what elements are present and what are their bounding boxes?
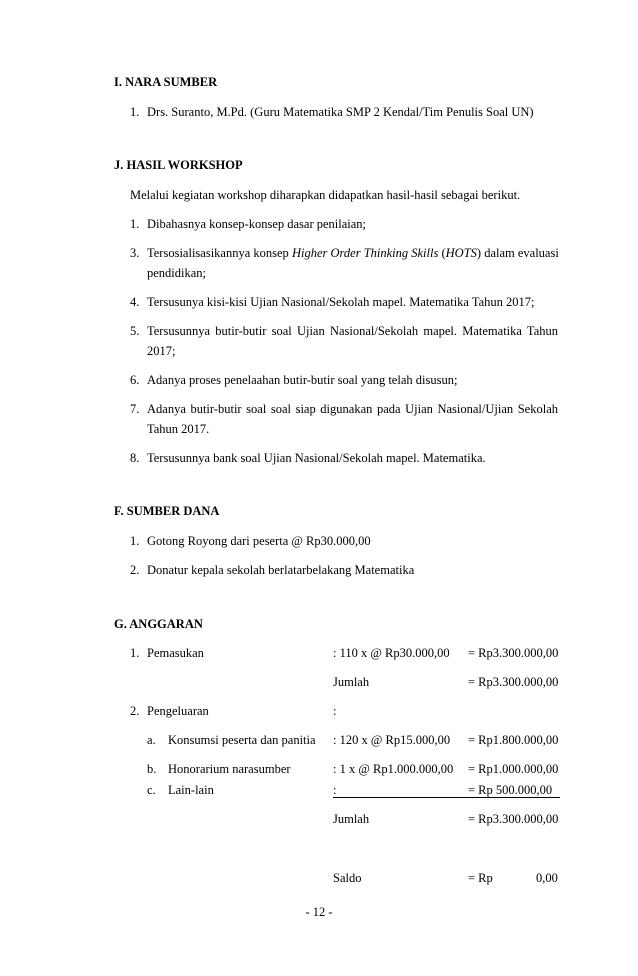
list-number: 2.	[130, 563, 140, 577]
budget-label: Honorarium narasumber	[168, 762, 291, 776]
budget-total-amount: = Rp3.300.000,00	[468, 675, 559, 689]
list-item-continuation: pendidikan;	[147, 266, 207, 280]
list-item: Tersusunya kisi-kisi Ujian Nasional/Sekolah mapel. Matematika Tahun 2017;	[147, 295, 535, 309]
list-number: 1.	[130, 105, 140, 119]
section-j-intro: Melalui kegiatan workshop diharapkan didapatkan hasil-hasil sebagai berikut.	[130, 188, 521, 202]
budget-label: Pengeluaran	[147, 704, 209, 718]
list-item: Gotong Royong dari peserta @ Rp30.000,00	[147, 534, 371, 548]
list-number: 1.	[130, 646, 140, 660]
list-number: 3.	[130, 246, 140, 260]
section-j-heading: J. HASIL WORKSHOP	[114, 158, 243, 172]
budget-calc: : 110 x @ Rp30.000,00	[333, 646, 450, 660]
list-item: Adanya butir-butir soal soal siap digunakan pada Ujian Nasional/Ujian Sekolah	[147, 402, 558, 416]
list-number: 5.	[130, 324, 140, 338]
budget-total-label: Jumlah	[333, 812, 370, 826]
section-f-heading: F. SUMBER DANA	[114, 504, 220, 518]
budget-calc: :	[333, 783, 337, 797]
list-item-continuation: 2017;	[147, 344, 176, 358]
budget-amount: = Rp1.800.000,00	[468, 733, 559, 747]
list-number: 7.	[130, 402, 140, 416]
sub-item-letter: c.	[147, 783, 156, 797]
list-item-text: (	[438, 246, 446, 260]
budget-calc: :	[333, 704, 337, 718]
list-item-text: Tersosialisasikannya konsep	[147, 246, 292, 260]
page-number: - 12 -	[305, 905, 333, 919]
saldo-prefix: = Rp	[468, 871, 493, 885]
list-number: 2.	[130, 704, 140, 718]
saldo-value: 0,00	[536, 871, 558, 885]
budget-amount: = Rp1.000.000,00	[468, 762, 559, 776]
list-number: 1.	[130, 534, 140, 548]
budget-calc: : 120 x @ Rp15.000,00	[333, 733, 451, 747]
emphasis-text: Higher Order Thinking Skills	[291, 246, 439, 260]
list-item	[147, 245, 558, 261]
budget-calc: : 1 x @ Rp1.000.000,00	[333, 762, 454, 776]
list-number: 1.	[130, 217, 140, 231]
budget-label: Konsumsi peserta dan panitia	[168, 733, 316, 747]
emphasis-text: HOTS	[445, 246, 477, 260]
list-number: 8.	[130, 451, 140, 465]
budget-total-amount: = Rp3.300.000,00	[468, 812, 559, 826]
budget-label: Lain-lain	[168, 783, 214, 797]
list-number: 6.	[130, 373, 140, 387]
budget-total-label: Jumlah	[333, 675, 370, 689]
list-item: Dibahasnya konsep-konsep dasar penilaian;	[147, 217, 367, 231]
list-item: Adanya proses penelaahan butir-butir soal yang telah disusun;	[147, 373, 458, 387]
sub-item-letter: b.	[147, 762, 157, 776]
budget-label: Pemasukan	[147, 646, 204, 660]
list-number: 4.	[130, 295, 140, 309]
section-i-heading: I. NARA SUMBER	[114, 75, 218, 89]
list-item: Tersusunnya butir-butir soal Ujian Nasional/Sekolah mapel. Matematika Tahun	[147, 324, 558, 338]
budget-amount: = Rp 500.000,00	[468, 783, 553, 797]
section-g-heading: G. ANGGARAN	[114, 617, 203, 631]
list-item-continuation: Tahun 2017.	[147, 422, 210, 436]
list-item: Donatur kepala sekolah berlatarbelakang Matematika	[147, 563, 415, 577]
list-item: Drs. Suranto, M.Pd. (Guru Matematika SMP 2 Kendal/Tim Penulis Soal UN)	[147, 105, 534, 119]
sub-item-letter: a.	[147, 733, 156, 747]
budget-amount: = Rp3.300.000,00	[468, 646, 559, 660]
list-item: Tersusunnya bank soal Ujian Nasional/Sekolah mapel. Matematika.	[147, 451, 486, 465]
list-item-text: ) dalam evaluasi	[476, 246, 559, 260]
saldo-label: Saldo	[333, 871, 362, 885]
